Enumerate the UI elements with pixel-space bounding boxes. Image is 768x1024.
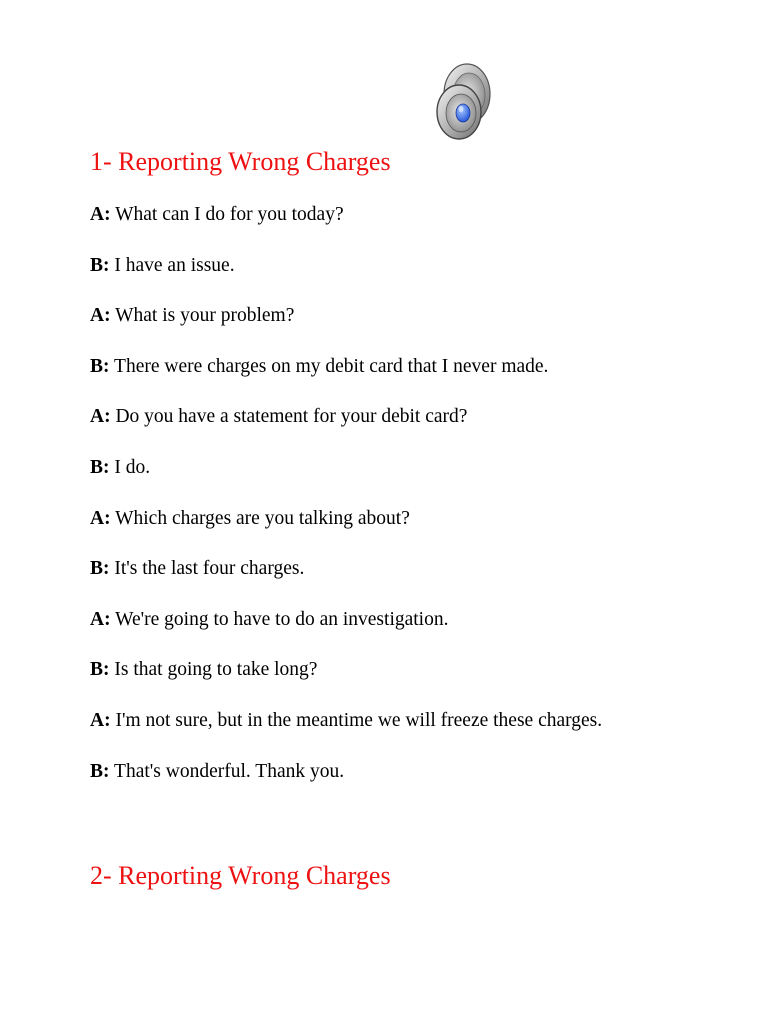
dialogue-line [90,199,602,250]
dialogue-line [90,705,602,756]
dialogue-text: I do. [114,456,151,478]
dialogue-line [90,351,602,402]
speaker-label: A: [90,204,111,225]
dialogue-line [90,654,602,705]
speaker-label: B: [90,760,110,782]
dialogue-line [90,300,602,351]
dialogue-text: I have an issue. [114,254,235,276]
dialogue-line [90,503,602,554]
speaker-label: A: [90,709,111,731]
dialogue-line [90,452,602,503]
dialogue-text: Is that going to take long? [114,659,318,681]
dialogue-line [90,553,602,604]
dialogue-line [90,756,602,807]
section-title-2: 2- Reporting Wrong Charges [90,861,391,890]
dialogue-line [90,401,602,452]
speaker-label: B: [90,558,110,580]
dialogue-text: It's the last four charges. [114,558,305,580]
speaker-label: B: [90,254,110,276]
speaker-label: B: [90,659,110,681]
dialogue-text: What is your problem? [115,305,295,327]
speaker-label: B: [90,355,110,377]
dialogue-text: Do you have a statement for your debit card? [115,406,468,428]
speaker-label: A: [90,406,111,428]
speaker-label: A: [90,507,111,529]
dialogue-text: There were charges on my debit card that I never made. [114,355,549,377]
speaker-label: B: [90,456,110,478]
speaker-label: A: [90,305,111,327]
dialogue-line [90,250,602,301]
dialogue-text: I'm not sure, but in the meantime we will freeze these charges. [115,709,603,731]
dialogue-text: We're going to have to do an investigation. [115,608,449,630]
dialogue-line [90,604,602,655]
dialogue-text: That's wonderful. Thank you. [114,760,345,782]
dialogue-text: Which charges are you talking about? [115,507,410,529]
dialogue-list [90,199,602,806]
dialogue-text: What can I do for you today? [115,204,344,225]
section-title-1: 1- Reporting Wrong Charges [90,147,391,176]
speaker-icon[interactable] [432,62,494,142]
speaker-label: A: [90,608,111,630]
